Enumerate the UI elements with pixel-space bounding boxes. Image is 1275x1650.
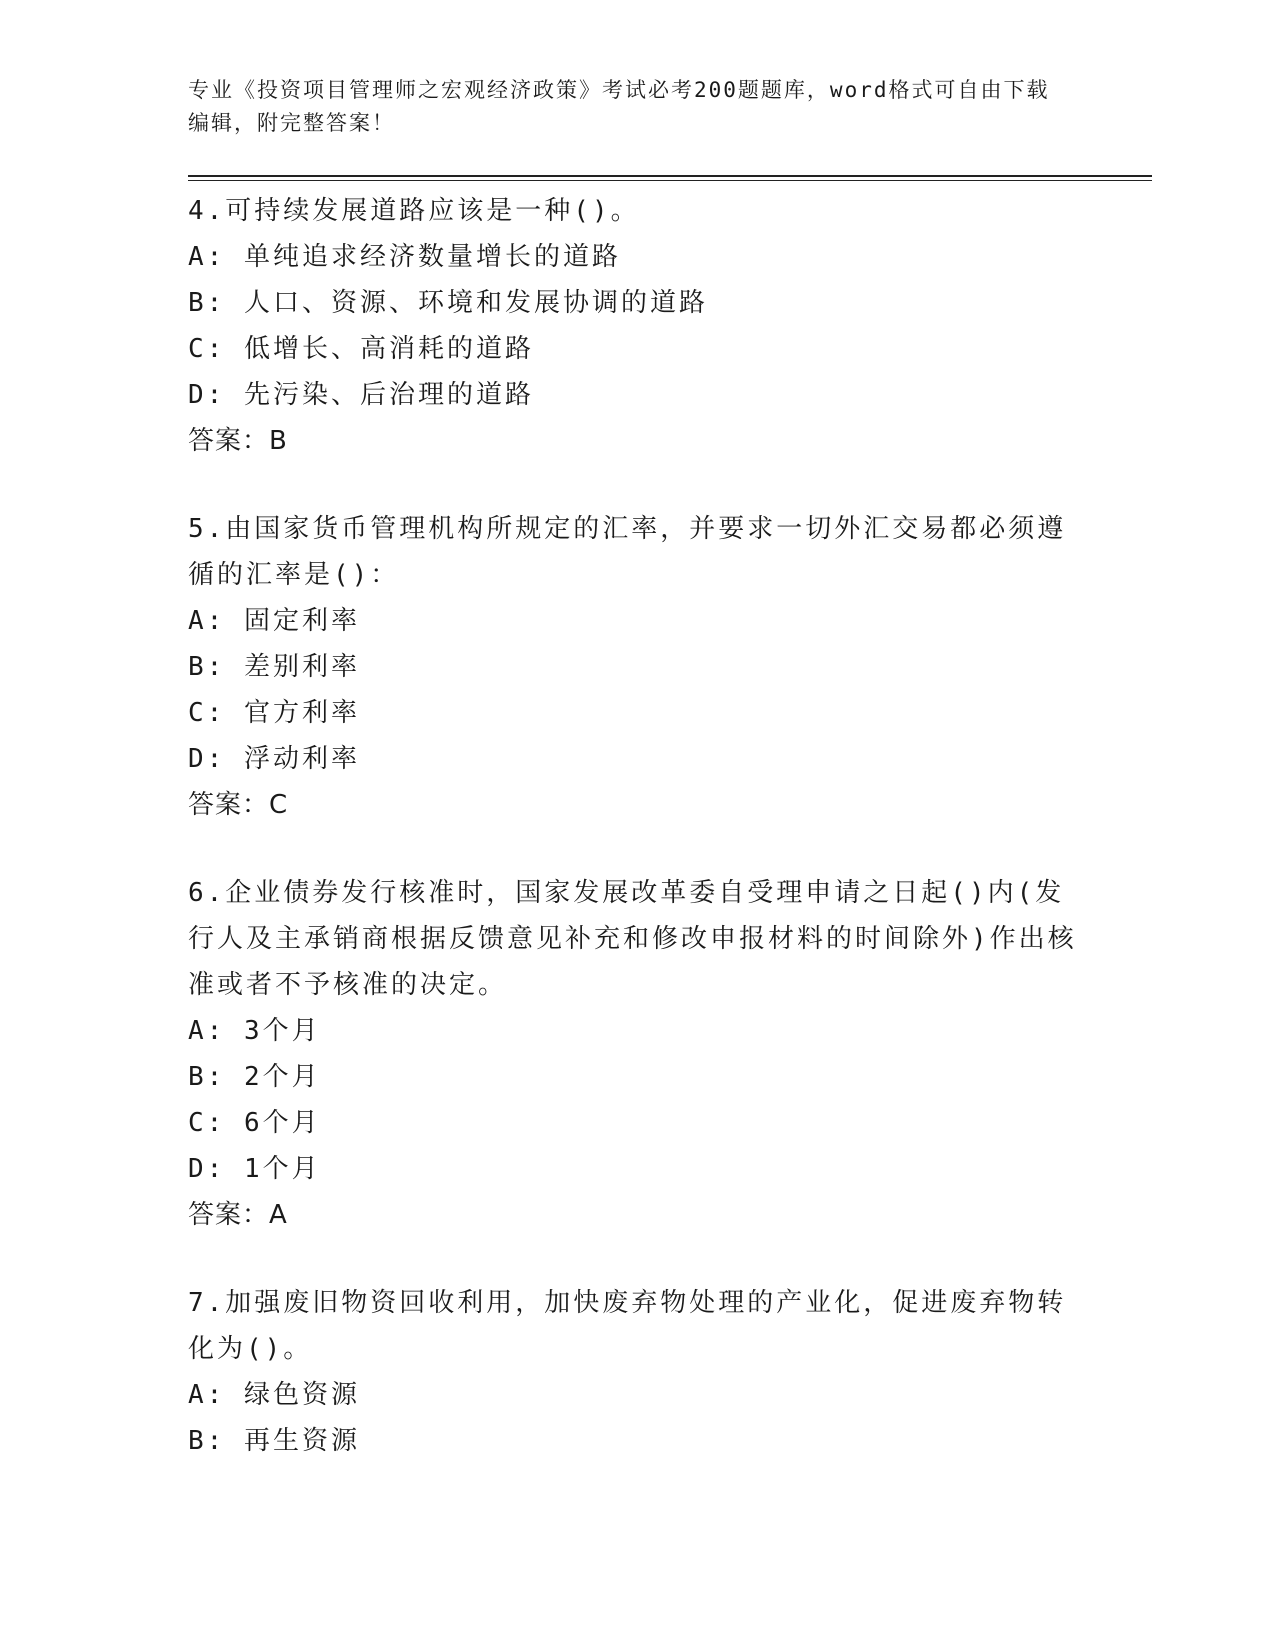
- option-a: A: 单纯追求经济数量增长的道路: [188, 242, 621, 272]
- document-intro: 专业《投资项目管理师之宏观经济政策》考试必考200题题库，word格式可自由下载编辑，附完整答案！: [188, 78, 1050, 135]
- question-stem: 6.企业债券发行核准时，国家发展改革委自受理申请之日起()内(发行人及主承销商根据反馈意见补充和修改申报材料的时间除外)作出核准或者不予核准的决定。: [188, 878, 1077, 1000]
- question-item: [188, 870, 1088, 1238]
- option-b: B: 再生资源: [188, 1426, 360, 1456]
- header-divider-thin: [188, 180, 1152, 181]
- option-d: D: 浮动利率: [188, 744, 360, 774]
- option-b: B: 差别利率: [188, 652, 360, 682]
- option-b: B: 人口、资源、环境和发展协调的道路: [188, 288, 708, 318]
- option-d: D: 先污染、后治理的道路: [188, 380, 534, 410]
- option-b: B: 2个月: [188, 1062, 321, 1092]
- option-c: C: 6个月: [188, 1108, 321, 1138]
- option-c: C: 官方利率: [188, 698, 360, 728]
- answer-line: 答案：A: [188, 1200, 288, 1230]
- question-item: [188, 1280, 1088, 1464]
- option-a: A: 3个月: [188, 1016, 321, 1046]
- question-stem: 5.由国家货币管理机构所规定的汇率，并要求一切外汇交易都必须遵循的汇率是()：: [188, 514, 1067, 590]
- question-stem: 7.加强废旧物资回收利用，加快废弃物处理的产业化，促进废弃物转化为()。: [188, 1288, 1067, 1364]
- question-item: [188, 188, 1088, 464]
- option-c: C: 低增长、高消耗的道路: [188, 334, 534, 364]
- answer-line: 答案：C: [188, 790, 289, 820]
- answer-line: 答案：B: [188, 426, 288, 456]
- option-a: A: 绿色资源: [188, 1380, 360, 1410]
- question-stem: 4.可持续发展道路应该是一种()。: [188, 196, 640, 226]
- header-divider: [188, 175, 1152, 177]
- option-d: D: 1个月: [188, 1154, 321, 1184]
- question-list: [188, 188, 1088, 1464]
- option-a: A: 固定利率: [188, 606, 360, 636]
- question-item: [188, 506, 1088, 828]
